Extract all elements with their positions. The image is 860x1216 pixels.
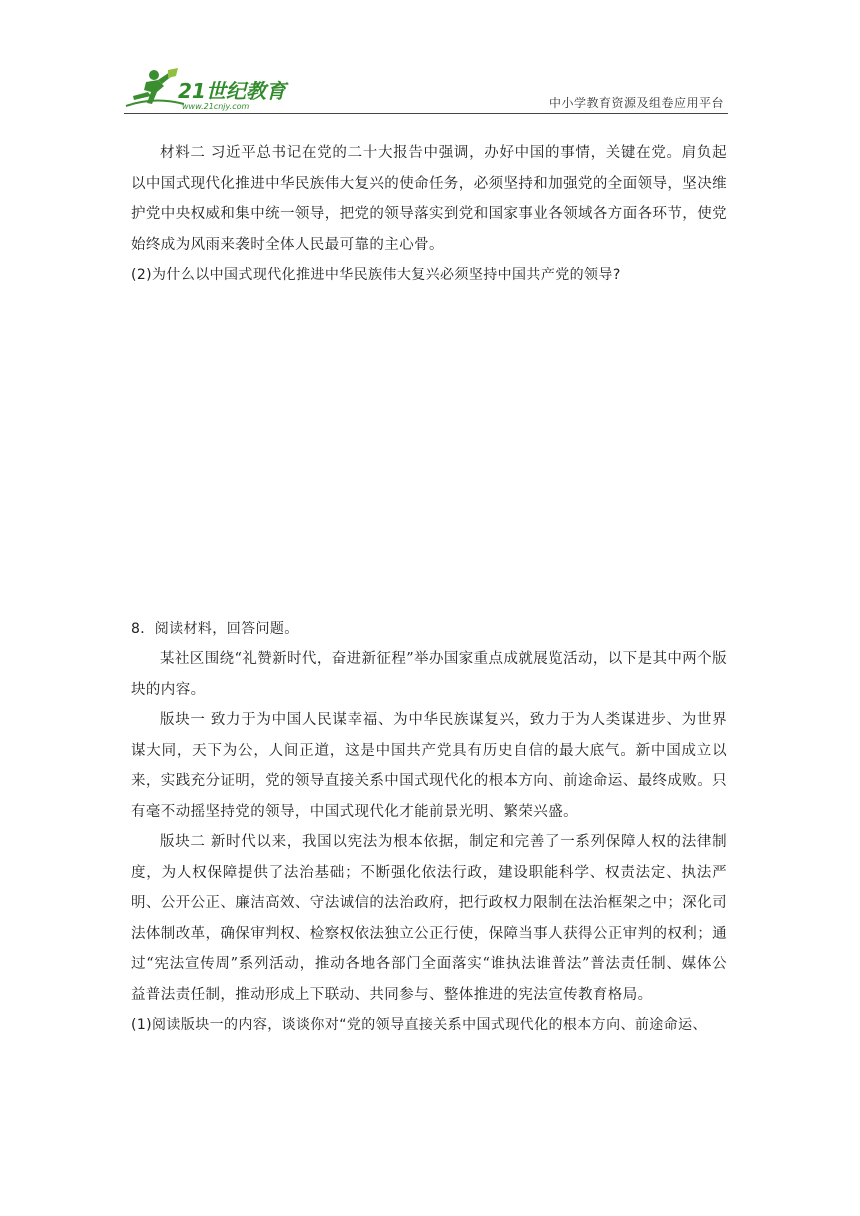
question-1: (1)阅读版块一的内容，谈谈你对“党的领导直接关系中国式现代化的根本方向、前途命运、 xyxy=(131,1017,707,1033)
question-8-intro: 某社区围绕“礼赞新时代，奋进新征程”举办国家重点成就展览活动，以下是其中两个版块的内容。 xyxy=(131,651,727,698)
header-divider xyxy=(124,113,728,114)
logo-url-text: www.21cnjy.com xyxy=(182,102,250,111)
answer-space xyxy=(131,291,727,614)
logo-text: 21世纪教育 xyxy=(178,79,286,103)
header-tagline: 中小学教育资源及组卷应用平台 xyxy=(548,96,724,110)
question-8-title: 8．阅读材料，回答问题。 xyxy=(131,620,299,637)
document-body xyxy=(131,138,727,1041)
question-2: (2)为什么以中国式现代化推进中华民族伟大复兴必须坚持中国共产党的领导? xyxy=(131,267,621,283)
material-2-paragraph: 材料二 习近平总书记在党的二十大报告中强调，办好中国的事情，关键在党。肩负起以中国式现代化推进中华民族伟大复兴的使命任务，必须坚持和加强党的全面领导，坚决维护党中央权威和集中统一领导，把党的领导落实到党和国家事业各领域各方面各环节，使党始终成为风雨来袭时全体人民最可靠的主心骨。 xyxy=(131,145,727,253)
block-2-paragraph: 版块二 新时代以来，我国以宪法为根本依据，制定和完善了一系列保障人权的法律制度，为人权保障提供了法治基础；不断强化依法行政，建设职能科学、权责法定、执法严明、公开公正、廉洁高效、守法诚信的法治政府，把行政权力限制在法治框架之中；深化司法体制改革，确保审判权、检察权依法独立公正行使，保障当事人获得公正审判的权利；通过“宪法宣传周”系列活动，推动各地各部门全面落实“谁执法谁普法”普法责任制、媒体公益普法责任制，推动形成上下联动、共同参与、整体推进的宪法宣传教育格局。 xyxy=(131,834,727,1003)
block-1-paragraph: 版块一 致力于为中国人民谋幸福、为中华民族谋复兴，致力于为人类谋进步、为世界谋大同，天下为公，人间正道，这是中国共产党具有历史自信的最大底气。新中国成立以来，实践充分证明，党的领导直接关系中国式现代化的根本方向、前途命运、最终成败。只有毫不动摇坚持党的领导，中国式现代化才能前景光明、繁荣兴盛。 xyxy=(131,712,727,820)
brand-logo xyxy=(124,66,294,112)
page-header xyxy=(124,66,728,114)
